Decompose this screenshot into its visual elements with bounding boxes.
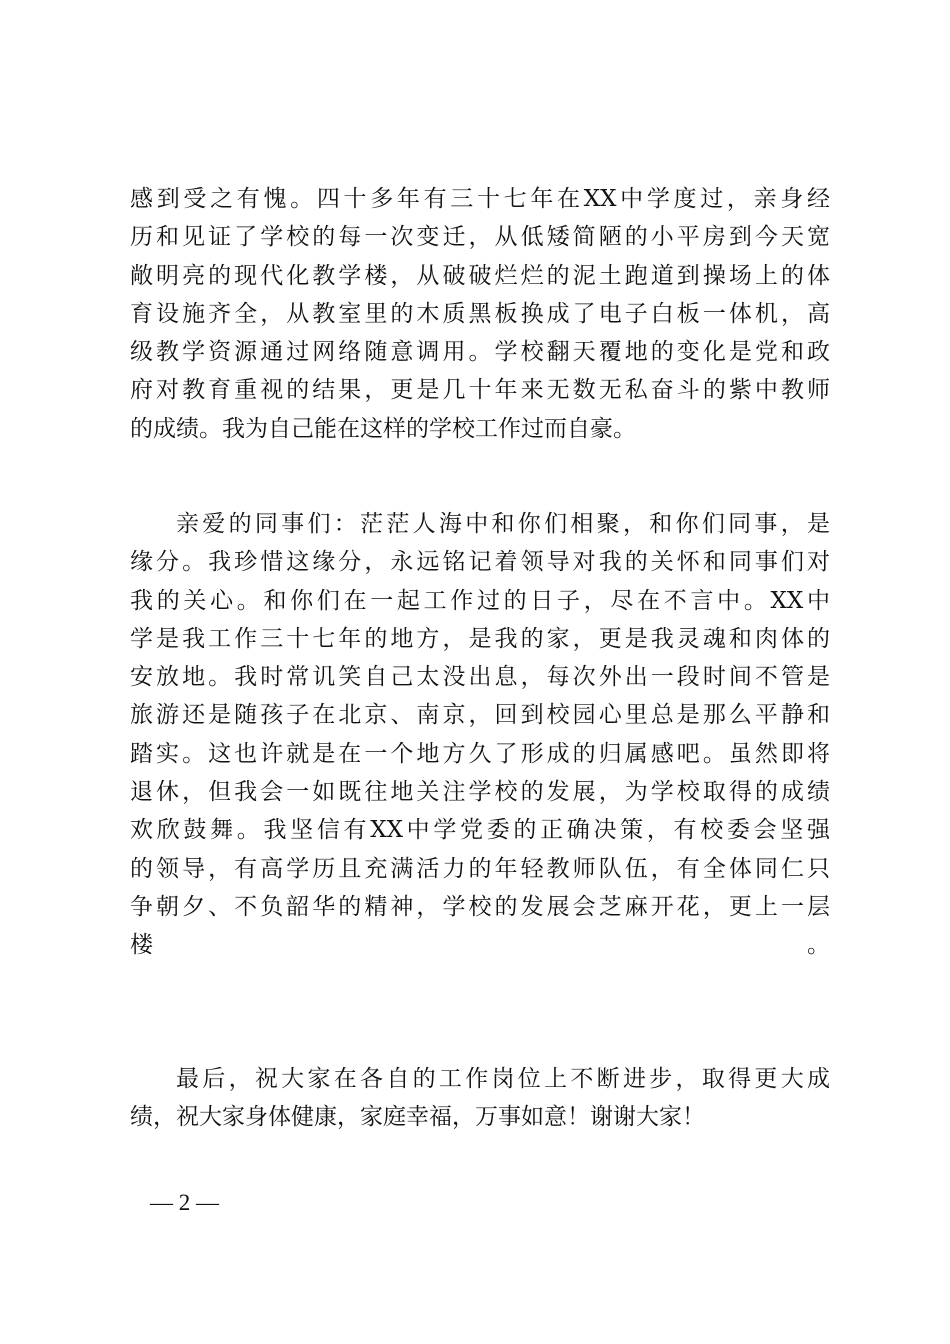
paragraph-line: 安放地。我时常讥笑自己太没出息，每次外出一段时间不管是 bbox=[130, 664, 830, 691]
paragraph-line: 敞明亮的现代化教学楼，从破破烂烂的泥土跑道到操场上的体 bbox=[130, 262, 830, 289]
paragraph-line: 级教学资源通过网络随意调用。学校翻天覆地的变化是党和政 bbox=[130, 339, 830, 366]
paragraph-line: 争朝夕、不负韶华的精神，学校的发展会芝麻开花，更上一层 bbox=[130, 893, 830, 920]
paragraph-line: 育设施齐全，从教室里的木质黑板换成了电子白板一体机，高 bbox=[130, 300, 830, 327]
paragraph-line: 学是我工作三十七年的地方，是我的家，更是我灵魂和肉体的 bbox=[130, 625, 830, 652]
paragraph-line: 欢欣鼓舞。我坚信有XX中学党委的正确决策，有校委会坚强 bbox=[130, 817, 830, 844]
paragraph-line: 的领导，有高学历且充满活力的年轻教师队伍，有全体同仁只 bbox=[130, 855, 830, 882]
paragraph-1 bbox=[130, 180, 830, 448]
paragraph-line: 最后，祝大家在各自的工作岗位上不断进步，取得更大成 bbox=[176, 1066, 830, 1092]
paragraph-line bbox=[130, 965, 830, 1003]
paragraph-line: 缘分。我珍惜这缘分，永远铭记着领导对我的关怀和同事们对 bbox=[130, 549, 830, 576]
paragraph-line: 历和见证了学校的每一次变迁，从低矮简陋的小平房到今天宽 bbox=[130, 224, 830, 251]
paragraph-line: 旅游还是随孩子在北京、南京，回到校园心里总是那么平静和 bbox=[130, 702, 830, 729]
paragraph-line: 踏实。这也许就是在一个地方久了形成的归属感吧。虽然即将 bbox=[130, 740, 830, 767]
paragraph-line: 感到受之有愧。四十多年有三十七年在XX中学度过，亲身经 bbox=[130, 186, 830, 212]
paragraph-line: 绩，祝大家身体健康，家庭幸福，万事如意！谢谢大家！ bbox=[130, 1104, 705, 1131]
paragraph-line: 退休，但我会一如既往地关注学校的发展，为学校取得的成绩 bbox=[130, 779, 830, 806]
paragraph-3 bbox=[130, 1060, 830, 1137]
paragraph-line: 楼。 bbox=[130, 932, 830, 959]
paragraph-line: 我的关心。和你们在一起工作过的日子，尽在不言中。XX中 bbox=[130, 587, 830, 614]
paragraph-line: 亲爱的同事们：茫茫人海中和你们相聚，和你们同事，是 bbox=[176, 511, 830, 537]
paragraph-line: 府对教育重视的结果，更是几十年来无数无私奋斗的紫中教师 bbox=[130, 377, 830, 404]
paragraph-2 bbox=[130, 505, 830, 1003]
paragraph-line: 的成绩。我为自己能在这样的学校工作过而自豪。 bbox=[130, 415, 636, 442]
page-number: — 2 — bbox=[150, 1190, 219, 1215]
